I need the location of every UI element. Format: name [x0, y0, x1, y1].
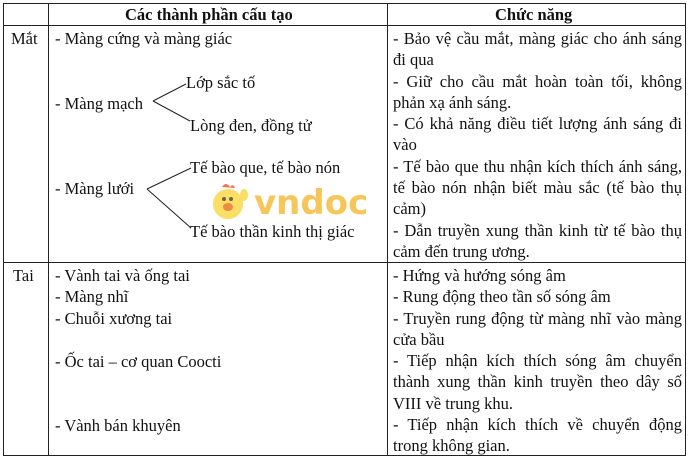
function-item: - Dẫn truyền xung thần kinh từ tế bào thụ cảm đến trung ương. — [393, 220, 682, 261]
component-item: - Ốc tai – cơ quan Coocti — [55, 352, 222, 371]
function-item: - Truyền rung động từ màng nhĩ vào màng cửa bầu — [393, 308, 682, 349]
component-branch: Lòng đen, đồng tử — [190, 116, 312, 135]
function-item: - Bảo vệ cầu mắt, màng giác cho ánh sáng đi qua — [393, 29, 682, 70]
component-item: - Vành bán khuyên — [55, 416, 181, 435]
column-divider-1 — [48, 3, 49, 456]
function-item: - Hứng và hướng sóng âm — [393, 266, 566, 285]
ear-functions — [393, 265, 682, 457]
header-divider — [3, 25, 686, 26]
component-item: - Màng mạch — [55, 94, 143, 113]
function-item: - Giữ cho cầu mắt hoàn toàn tối, không phản xạ ánh sáng. — [393, 71, 682, 112]
function-item: - Có khả năng điều tiết lượng ánh sáng đi vào — [393, 114, 682, 155]
organ-label-ear: Tai — [13, 266, 34, 285]
component-item: - Vành tai và ống tai — [55, 266, 190, 285]
branch-lines-icon — [146, 162, 196, 232]
function-item: - Tế bào que thu nhận kích thích ánh sáng, tế bào nón nhận biết màu sắc (tế bào thụ cảm) — [393, 156, 682, 219]
column-divider-2 — [387, 3, 388, 456]
header-function: Chức năng — [495, 5, 573, 24]
component-branch: Tế bào que, tế bào nón — [190, 158, 341, 177]
component-branch: Tế bào thần kinh thị giác — [190, 222, 355, 241]
function-item: - Tiếp nhận kích thích về chuyển động trong không gian. — [393, 415, 682, 456]
chick-mascot-icon — [208, 178, 378, 224]
component-item: - Chuỗi xương tai — [55, 309, 173, 328]
vndoc-watermark-logo — [208, 178, 378, 224]
component-branch: Lớp sắc tố — [186, 73, 256, 92]
watermark-text: vndoc — [254, 183, 369, 223]
eye-functions — [393, 28, 682, 262]
component-item: - Màng lưới — [55, 179, 135, 198]
component-item: - Màng nhĩ — [55, 287, 129, 306]
header-components: Các thành phần cấu tạo — [125, 5, 293, 24]
organ-label-eye: Mắt — [11, 29, 38, 48]
component-item: - Màng cứng và màng giác — [55, 29, 233, 48]
function-item: - Rung động theo tần số sóng âm — [393, 287, 611, 307]
function-item: - Tiếp nhận kích thích sóng âm chuyển thành xung thần kinh truyền theo dây số VIII về trung khu. — [393, 351, 682, 413]
